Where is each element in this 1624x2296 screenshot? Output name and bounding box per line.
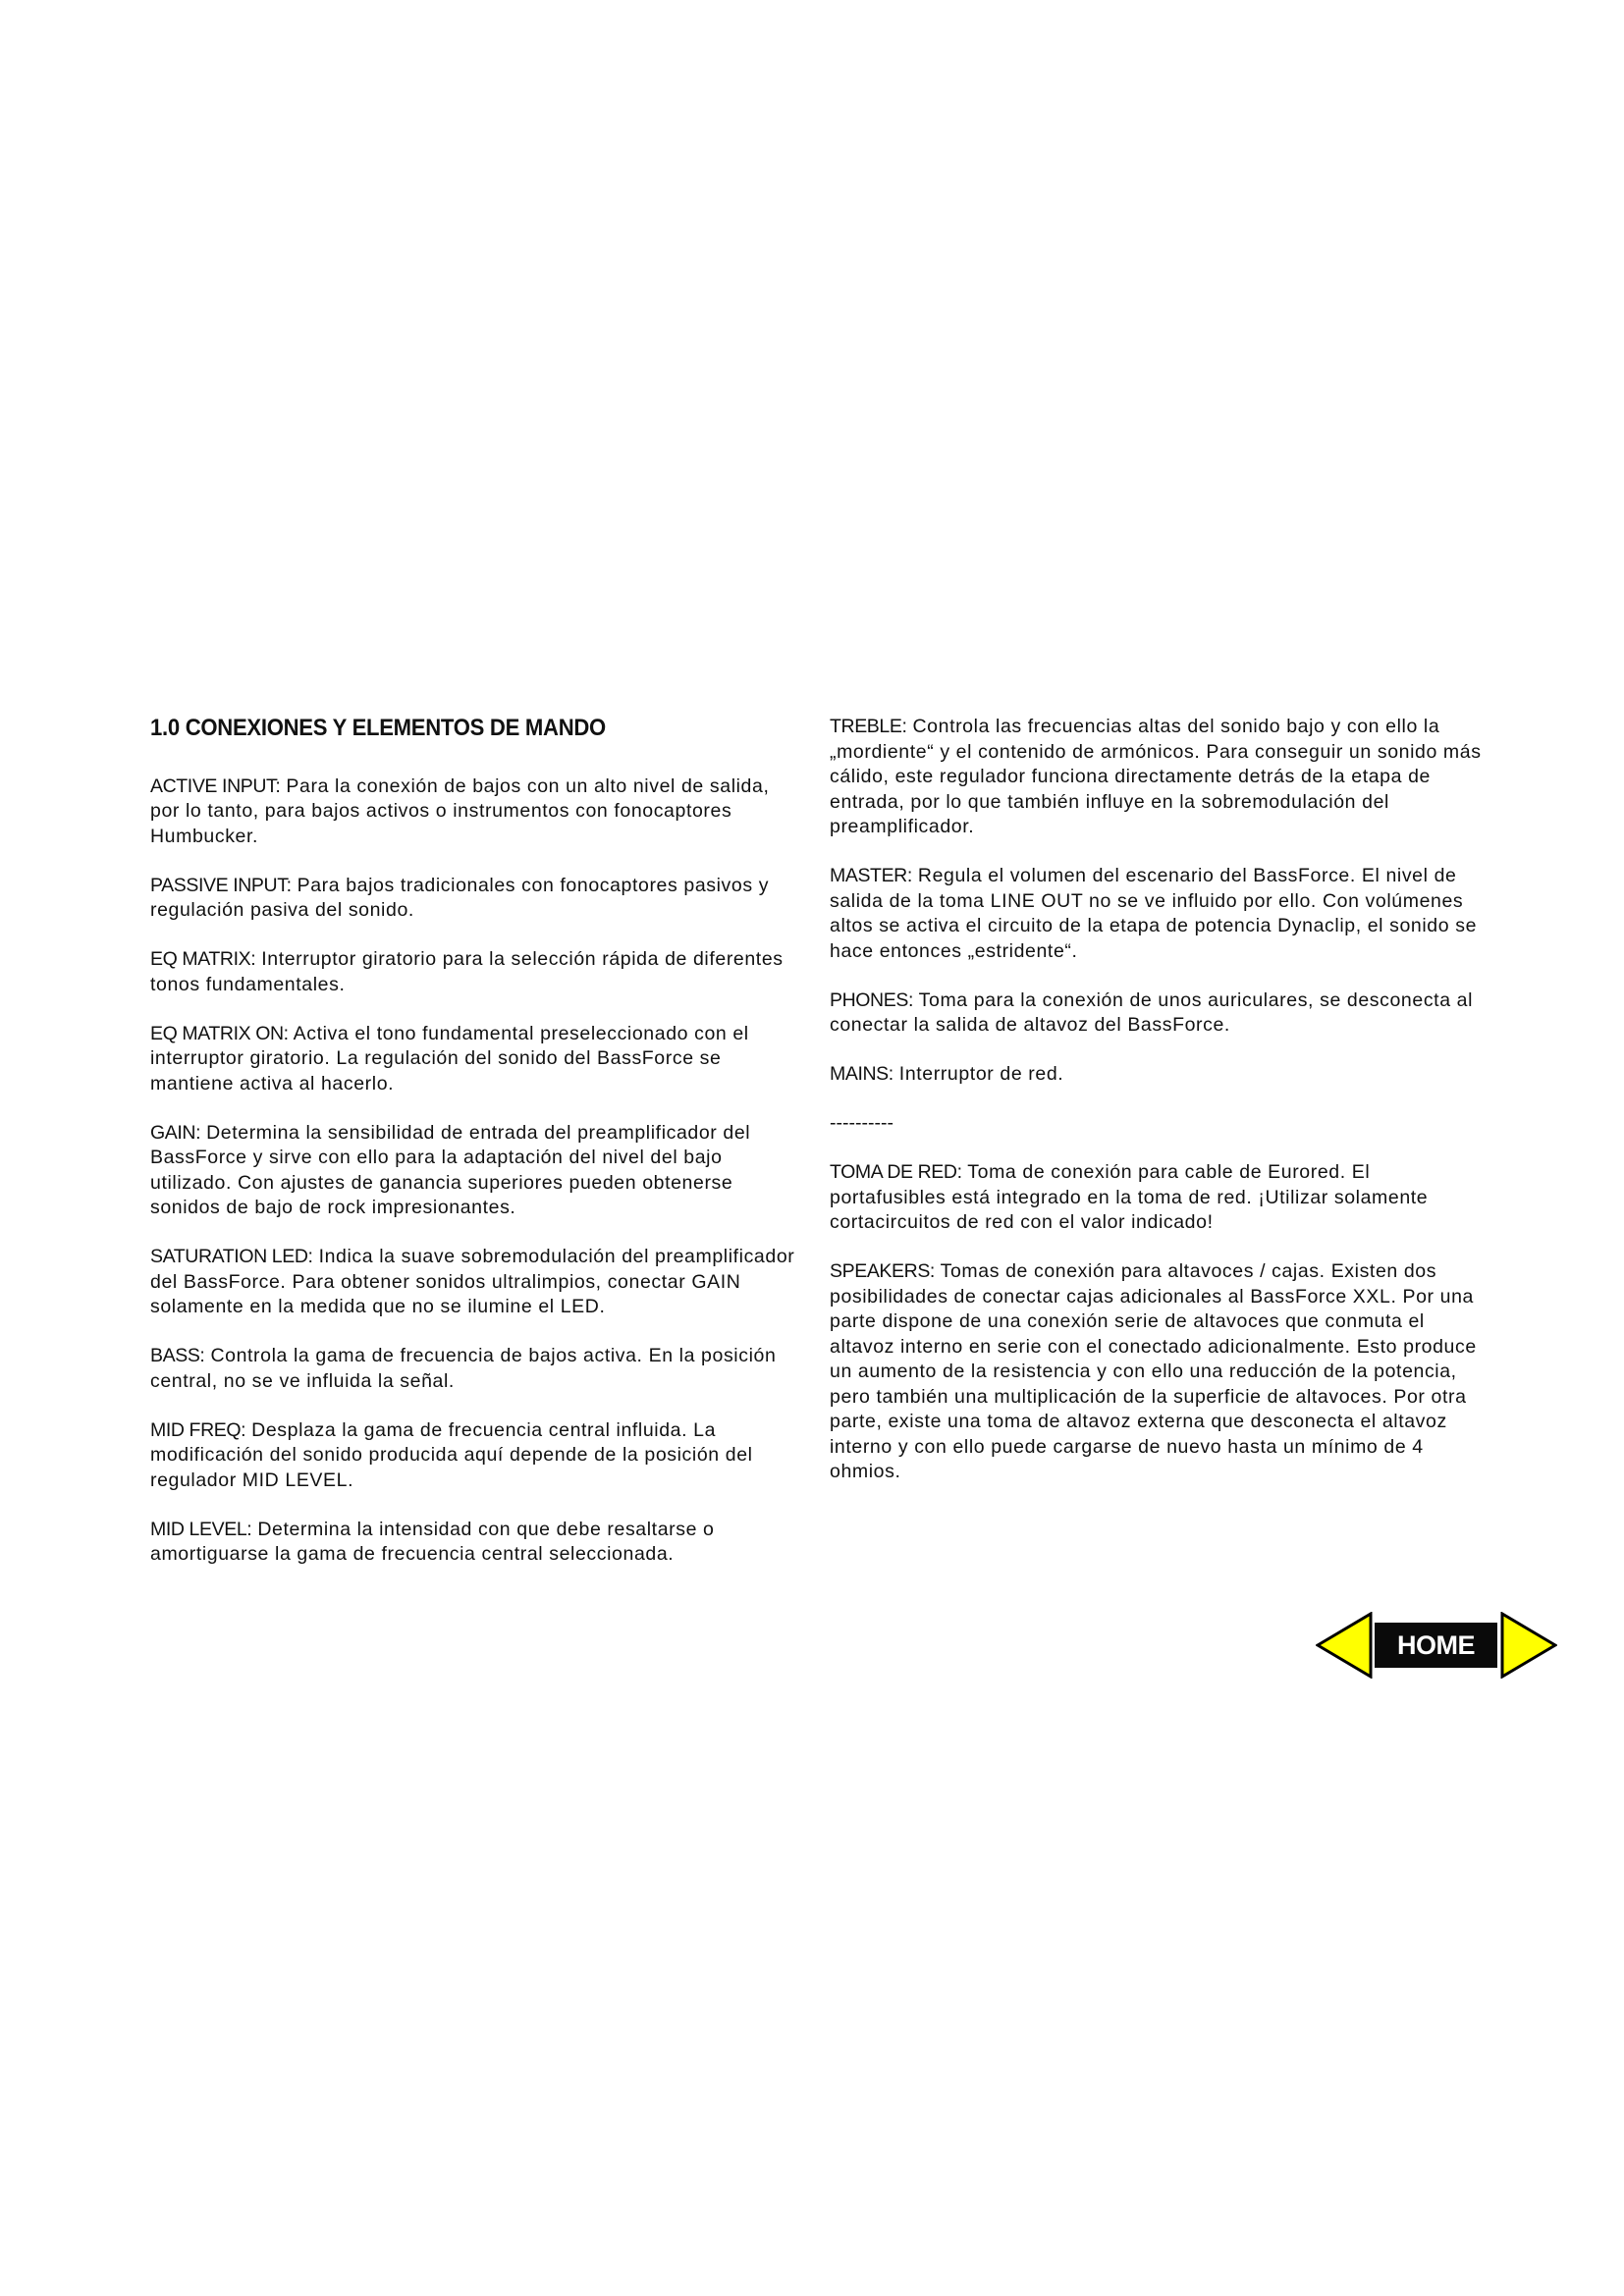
page-navigation xyxy=(1316,1612,1561,1681)
term-label: MASTER: xyxy=(830,865,912,886)
paragraph-text: Desplaza la gama de frecuencia central influida. La modificación del sonido producida aquí depende de la posición del regulador MID LEVEL. xyxy=(150,1418,753,1491)
paragraph-master xyxy=(830,864,1483,964)
paragraph-text: Interruptor giratorio para la selección rápida de diferentes tonos fundamentales. xyxy=(150,948,784,995)
paragraph-mid-freq xyxy=(150,1418,803,1494)
term-label: SATURATION LED: xyxy=(150,1246,313,1268)
paragraph-active-input xyxy=(150,774,803,850)
term-label: PHONES: xyxy=(830,988,913,1011)
paragraph-speakers xyxy=(830,1259,1483,1485)
paragraph-toma-de-red xyxy=(830,1160,1483,1236)
paragraph-text: Controla las frecuencias altas del sonido bajo y con ello la „mordiente“ y el contenido de armónicos. Para conseguir un sonido más cálido, este regulador funciona directamente detrás de la etapa de entrada, por lo que también influye en la sobremodulación del preamplificador. xyxy=(830,716,1482,837)
paragraph-text: Tomas de conexión para altavoces / cajas. Existen dos posibilidades de conectar cajas adicionales al BassForce XXL. Por una parte dispone de una conexión serie de altavoces que conmuta el altavoz interno en serie con el conectado adicionalmente. Esto produce un aumento de la resistencia y con ello una reducción de la potencia, pero también una multiplicación de la superficie de altavoces. Por otra parte, existe una toma de altavoz externa que desconecta el altavoz interno y con ello puede cargarse de nuevo hasta un mínimo de 4 ohmios. xyxy=(830,1260,1477,1482)
paragraph-text: Para bajos tradicionales con fonocaptores pasivos y regulación pasiva del sonido. xyxy=(150,874,770,922)
page-title: 1.0 CONEXIONES Y ELEMENTOS DE MANDO xyxy=(150,715,606,741)
term-label: MID LEVEL: xyxy=(150,1518,252,1540)
paragraph-text: Toma para la conexión de unos auriculares, se desconecta al conectar la salida de altavoz del BassForce. xyxy=(830,988,1474,1036)
paragraph-eq-matrix xyxy=(150,947,803,997)
right-column xyxy=(830,715,1483,1509)
paragraph-gain xyxy=(150,1121,803,1221)
term-label: EQ MATRIX ON: xyxy=(150,1022,289,1044)
paragraph-text: Regula el volumen del escenario del BassForce. El nivel de salida de la toma LINE OUT no se ve influido por ello. Con volúmenes altos se activa el circuito de la etapa de potencia Dynaclip, el sonido se hace entonces „estridente“. xyxy=(830,865,1478,962)
arrow-left-icon xyxy=(1316,1612,1373,1679)
previous-page-button[interactable] xyxy=(1316,1612,1373,1679)
section-separator: ---------- xyxy=(830,1112,893,1134)
term-label: EQ MATRIX: xyxy=(150,948,256,971)
term-label: ACTIVE INPUT: xyxy=(150,774,281,797)
paragraph-bass xyxy=(150,1344,803,1394)
arrow-right-icon xyxy=(1500,1612,1557,1679)
term-label: GAIN: xyxy=(150,1121,201,1144)
paragraph-text: Determina la intensidad con que debe resaltarse o amortiguarse la gama de frecuencia central seleccionada. xyxy=(150,1518,715,1566)
paragraph-text: Determina la sensibilidad de entrada del preamplificador del BassForce y sirve con ello para la adaptación del nivel del bajo utilizado. Con ajustes de ganancia superiores pueden obtenerse sonidos de bajo de rock impresionantes. xyxy=(150,1121,751,1219)
paragraph-eq-matrix-on xyxy=(150,1022,803,1097)
paragraph-text: Activa el tono fundamental preseleccionado con el interruptor giratorio. La regulación del sonido del BassForce se mantiene activa al hacerlo. xyxy=(150,1022,749,1095)
paragraph-text: Toma de conexión para cable de Eurored. El portafusibles está integrado en la toma de red. ¡Utilizar solamente cortacircuitos de red con el valor indicado! xyxy=(830,1161,1429,1233)
next-page-button[interactable] xyxy=(1500,1612,1557,1679)
paragraph-passive-input xyxy=(150,874,803,924)
term-label: BASS: xyxy=(150,1345,205,1367)
paragraph-text: Interruptor de red. xyxy=(893,1063,1064,1085)
term-label: SPEAKERS: xyxy=(830,1260,935,1282)
paragraph-phones xyxy=(830,988,1483,1039)
left-column xyxy=(150,715,803,1591)
term-label: TOMA DE RED: xyxy=(830,1161,962,1183)
paragraph-mid-level xyxy=(150,1518,803,1568)
paragraph-mains xyxy=(830,1062,1483,1088)
paragraph-text: Indica la suave sobremodulación del preamplificador del BassForce. Para obtener sonidos ultralimpios, conectar GAIN solamente en la medida que no se ilumine el LED. xyxy=(150,1246,795,1318)
paragraph-text: Controla la gama de frecuencia de bajos activa. En la posición central, no se ve influida la señal. xyxy=(150,1345,777,1392)
paragraph-saturation-led xyxy=(150,1245,803,1320)
term-label: MID FREQ: xyxy=(150,1418,246,1441)
paragraph-treble xyxy=(830,715,1483,840)
term-label: TREBLE: xyxy=(830,716,907,737)
term-label: MAINS: xyxy=(830,1063,893,1085)
paragraph-text: Para la conexión de bajos con un alto nivel de salida, por lo tanto, para bajos activos o instrumentos con fonocaptores Humbucker. xyxy=(150,774,770,847)
term-label: PASSIVE INPUT: xyxy=(150,874,292,896)
home-button[interactable]: HOME xyxy=(1375,1623,1497,1668)
